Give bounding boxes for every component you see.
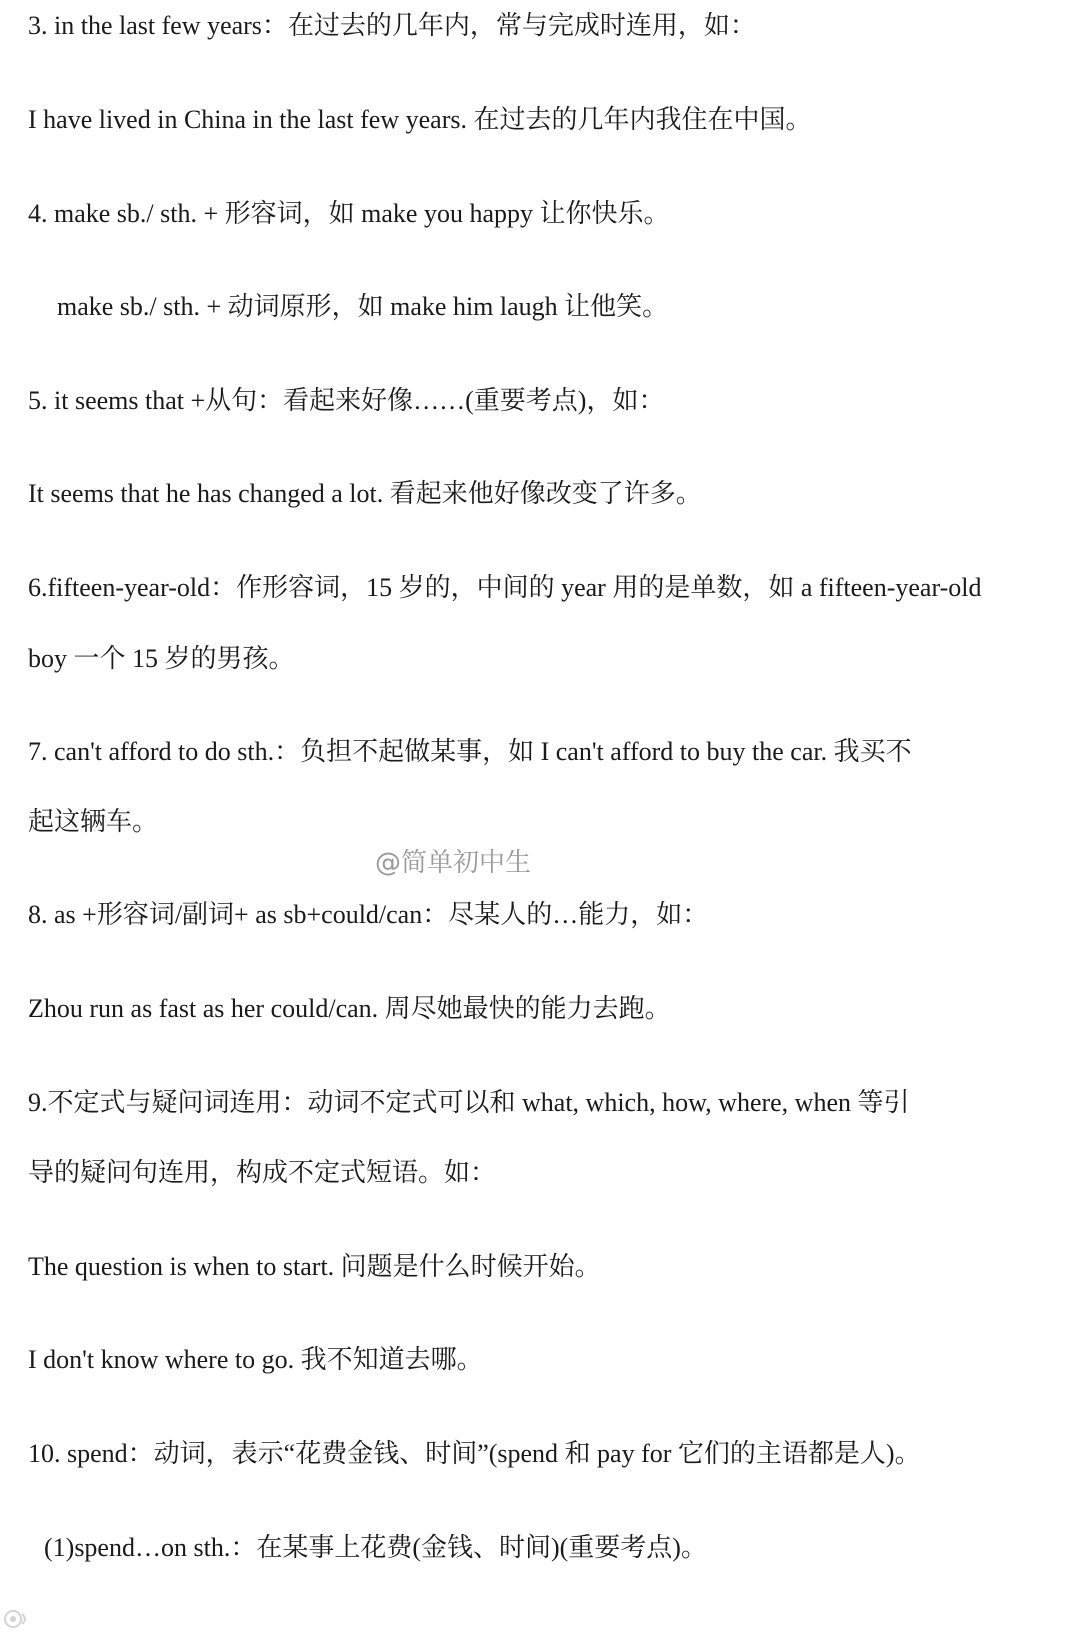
text-line-17: 10. spend：动词，表示“花费金钱、时间”(spend 和 pay for 它们的主语都是人)。 (28, 1439, 921, 1468)
text-line-15: The question is when to start. 问题是什么时候开始。 (28, 1252, 601, 1281)
text-line-11: 8. as +形容词/副词+ as sb+could/can：尽某人的…能力，如： (28, 900, 709, 929)
text-line-12: Zhou run as fast as her could/can. 周尽她最快的能力去跑。 (28, 994, 671, 1023)
text-line-1: 3. in the last few years：在过去的几年内，常与完成时连用，如： (28, 11, 756, 40)
watermark: @简单初中生 (375, 848, 532, 878)
text-line-5: 5. it seems that +从句：看起来好像……(重要考点)，如： (28, 386, 665, 415)
text-line-10: 起这辆车。 (28, 807, 159, 836)
text-line-14: 导的疑问句连用，构成不定式短语。如： (28, 1158, 497, 1187)
text-line-6: It seems that he has changed a lot. 看起来他好像改变了许多。 (28, 479, 702, 508)
text-line-2: I have lived in China in the last few years. 在过去的几年内我住在中国。 (28, 105, 812, 134)
watermark-logo-icon (0, 1608, 34, 1634)
text-line-13: 9.不定式与疑问词连用：动词不定式可以和 what, which, how, where, when 等引 (28, 1088, 910, 1117)
text-line-18: (1)spend…on sth.：在某事上花费(金钱、时间)(重要考点)。 (44, 1533, 707, 1562)
text-line-9: 7. can't afford to do sth.：负担不起做某事，如 I can't afford to buy the car. 我买不 (28, 737, 912, 766)
text-line-3: 4. make sb./ sth. + 形容词，如 make you happy 让你快乐。 (28, 199, 670, 228)
text-line-7: 6.fifteen-year-old：作形容词，15 岁的，中间的 year 用的是单数，如 a fifteen-year-old (28, 573, 982, 602)
text-line-16: I don't know where to go. 我不知道去哪。 (28, 1345, 483, 1374)
text-line-4: make sb./ sth. + 动词原形，如 make him laugh 让他笑。 (57, 292, 669, 321)
text-line-8: boy 一个 15 岁的男孩。 (28, 644, 295, 673)
